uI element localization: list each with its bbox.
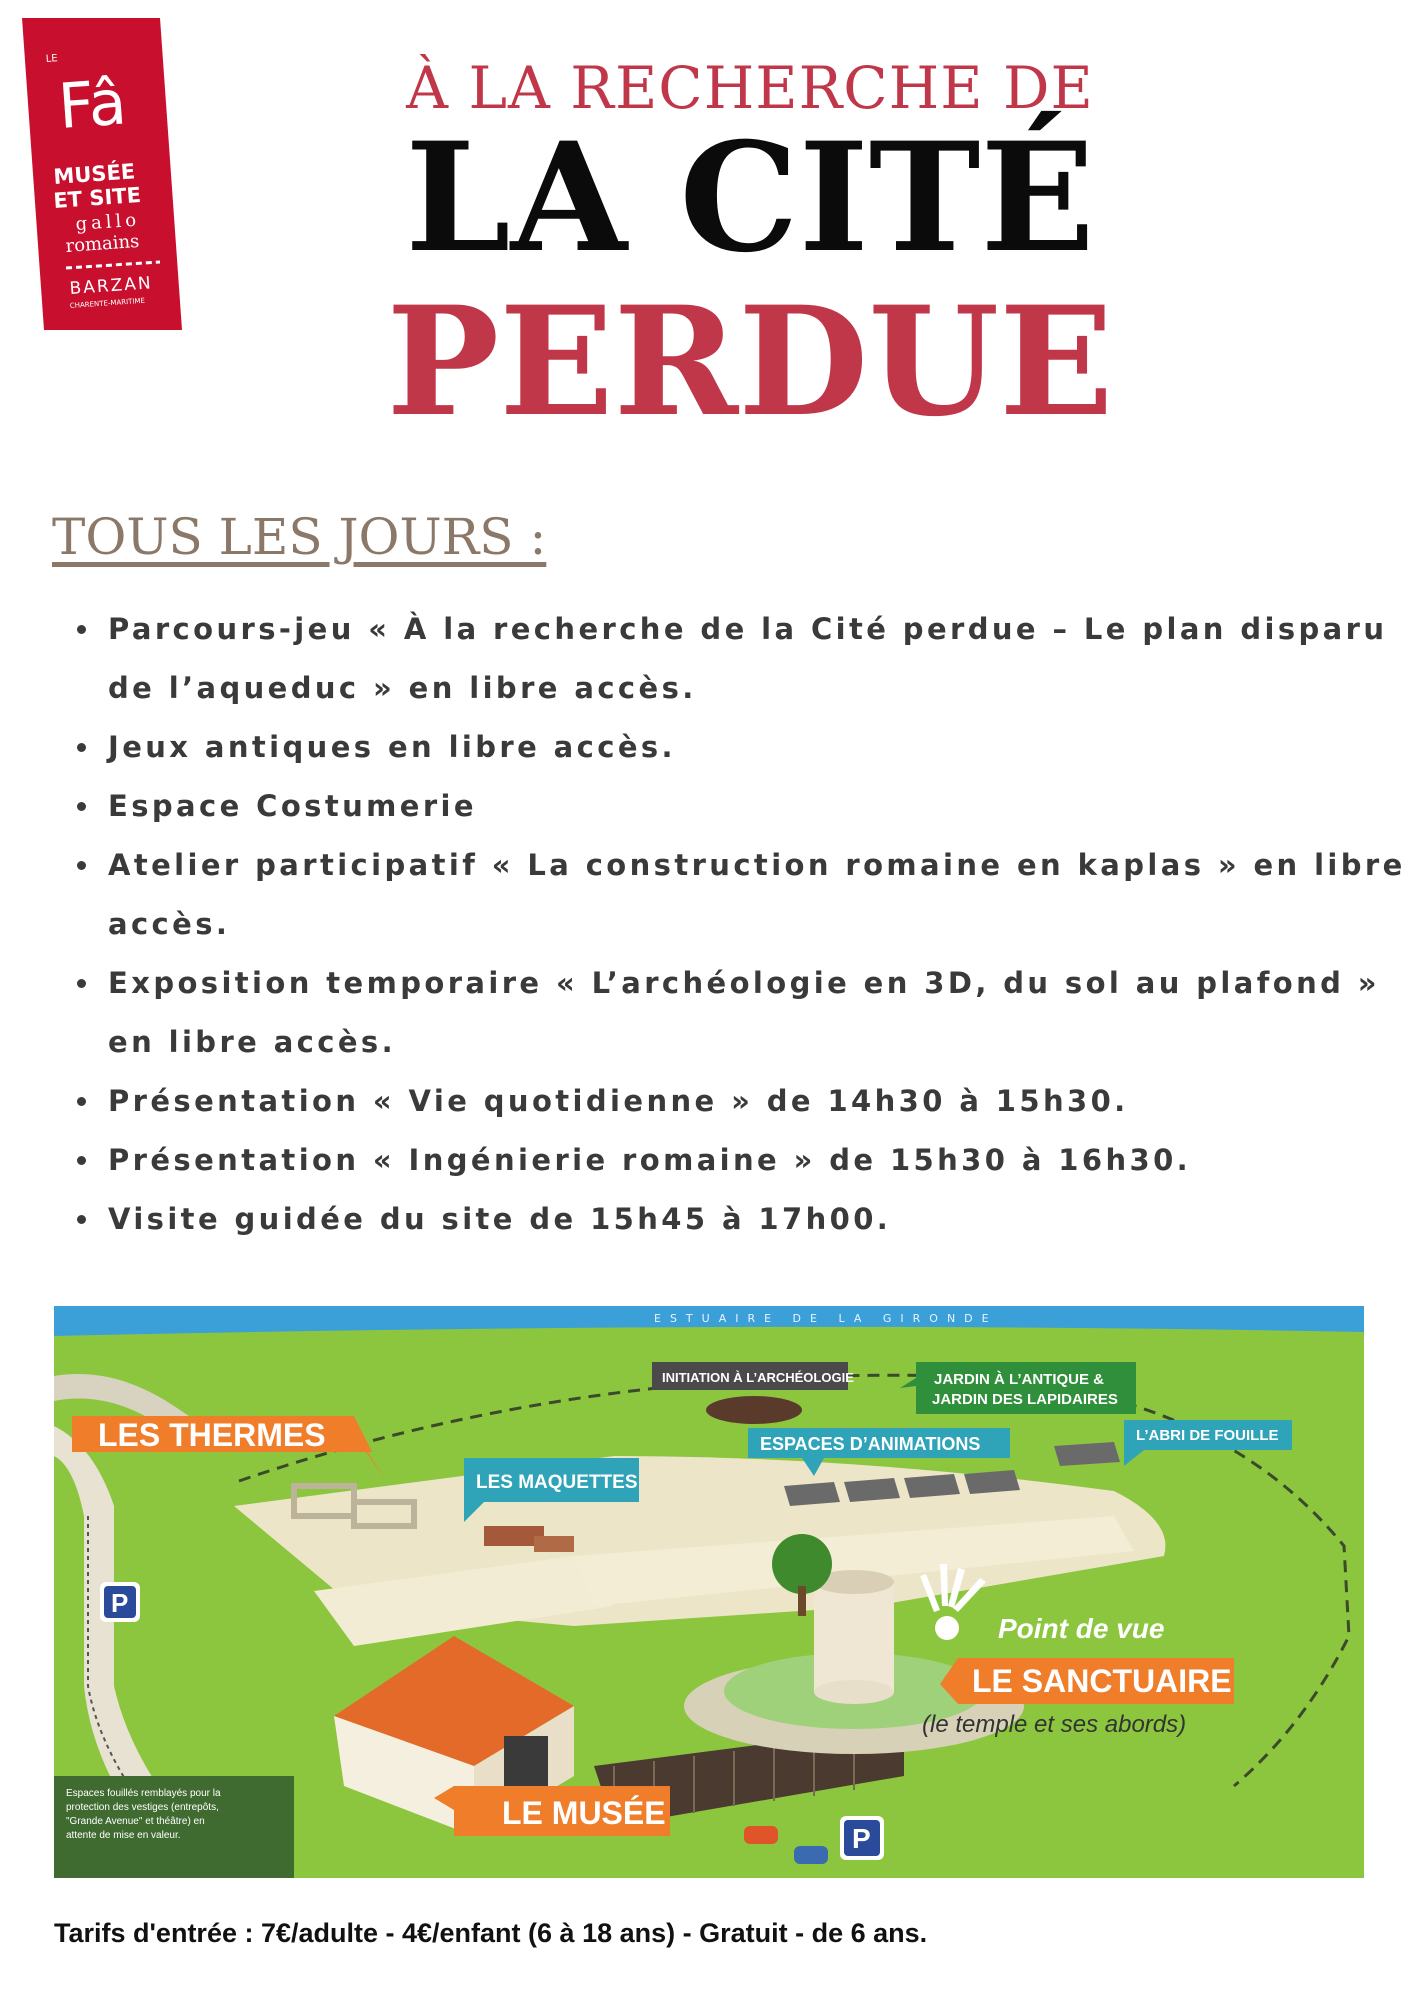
map-note [54,1776,294,1878]
svg-text:Espaces fouillés remblayés pou: Espaces fouillés remblayés pour la [66,1788,221,1799]
list-item: • Exposition temporaire « L’archéologie en 3D, du sol au plafond » en libre accès. [102,954,1414,1072]
list-item: • Présentation « Ingénierie romaine » de 15h30 à 16h30. [102,1131,1414,1190]
svg-text:(le temple et ses abords): (le temple et ses abords) [922,1711,1187,1738]
svg-text:attente de mise en valeur.: attente de mise en valeur. [66,1830,181,1841]
logo-line2: ET SITE [52,182,142,213]
logo-region: CHARENTE-MARITIME [69,296,146,310]
list-item: • Jeux antiques en libre accès. [102,718,1414,777]
svg-text:"Grande Avenue" et théâtre) en: "Grande Avenue" et théâtre) en [66,1816,205,1827]
label-initiation [652,1362,854,1390]
svg-text:P: P [852,1823,871,1854]
logo-line3: gallo [74,209,141,235]
list-item: • Atelier participatif « La construction romaine en kaplas » en libre accès. [102,836,1414,954]
list-item: • Présentation « Vie quotidienne » de 14h30 à 15h30. [102,1072,1414,1131]
label-jardin [900,1362,1136,1414]
svg-text:LE SANCTUAIRE: LE SANCTUAIRE [972,1663,1232,1699]
svg-text:JARDIN À L’ANTIQUE &: JARDIN À L’ANTIQUE & [934,1371,1105,1388]
svg-text:P: P [111,1588,129,1618]
svg-text:ESPACES D’ANIMATIONS: ESPACES D’ANIMATIONS [760,1434,981,1454]
svg-text:INITIATION À L’ARCHÉOLOGIE: INITIATION À L’ARCHÉOLOGIE [662,1370,854,1385]
logo-line4: romains [64,230,140,257]
title-line-2: LA CITÉ [405,110,1095,286]
section-heading: TOUS LES JOURS : [52,508,547,566]
svg-text:L’ABRI DE FOUILLE: L’ABRI DE FOUILLE [1136,1427,1279,1444]
museum-logo [22,18,182,330]
logo-line1: MUSÉE [52,159,136,189]
svg-text:protection des vestiges (entre: protection des vestiges (entrepôts, [66,1802,219,1813]
svg-text:LES MAQUETTES: LES MAQUETTES [476,1472,638,1493]
title-line-3: PERDUE [386,274,1114,450]
list-item: • Visite guidée du site de 15h45 à 17h00. [102,1190,1414,1249]
svg-text:JARDIN DES LAPIDAIRES: JARDIN DES LAPIDAIRES [932,1391,1118,1408]
logo-place: BARZAN [68,273,154,299]
parking-sign-left [100,1582,140,1622]
logo-name: Fâ [55,65,129,143]
activities-list [60,600,1414,1249]
title-line-1: À LA RECHERCHE DE [406,54,1094,122]
list-item: • Parcours-jeu « À la recherche de la Cité perdue – Le plan disparu de l’aqueduc » en libre accès. [102,600,1414,718]
parking-sign-right [840,1816,884,1860]
entry-prices: Tarifs d'entrée : 7€/adulte - 4€/enfant (6 à 18 ans) - Gratuit - de 6 ans. [54,1918,928,1948]
logo-prefix: LE [45,53,59,65]
site-map [54,1306,1364,1878]
estuary-label: ESTUAIRE DE LA GIRONDE [654,1312,998,1325]
svg-text:LE MUSÉE: LE MUSÉE [502,1795,666,1831]
label-point-de-vue: Point de vue [998,1613,1165,1644]
label-musee [434,1786,670,1836]
list-item: • Espace Costumerie [102,777,1414,836]
svg-text:LES THERMES: LES THERMES [98,1417,326,1453]
